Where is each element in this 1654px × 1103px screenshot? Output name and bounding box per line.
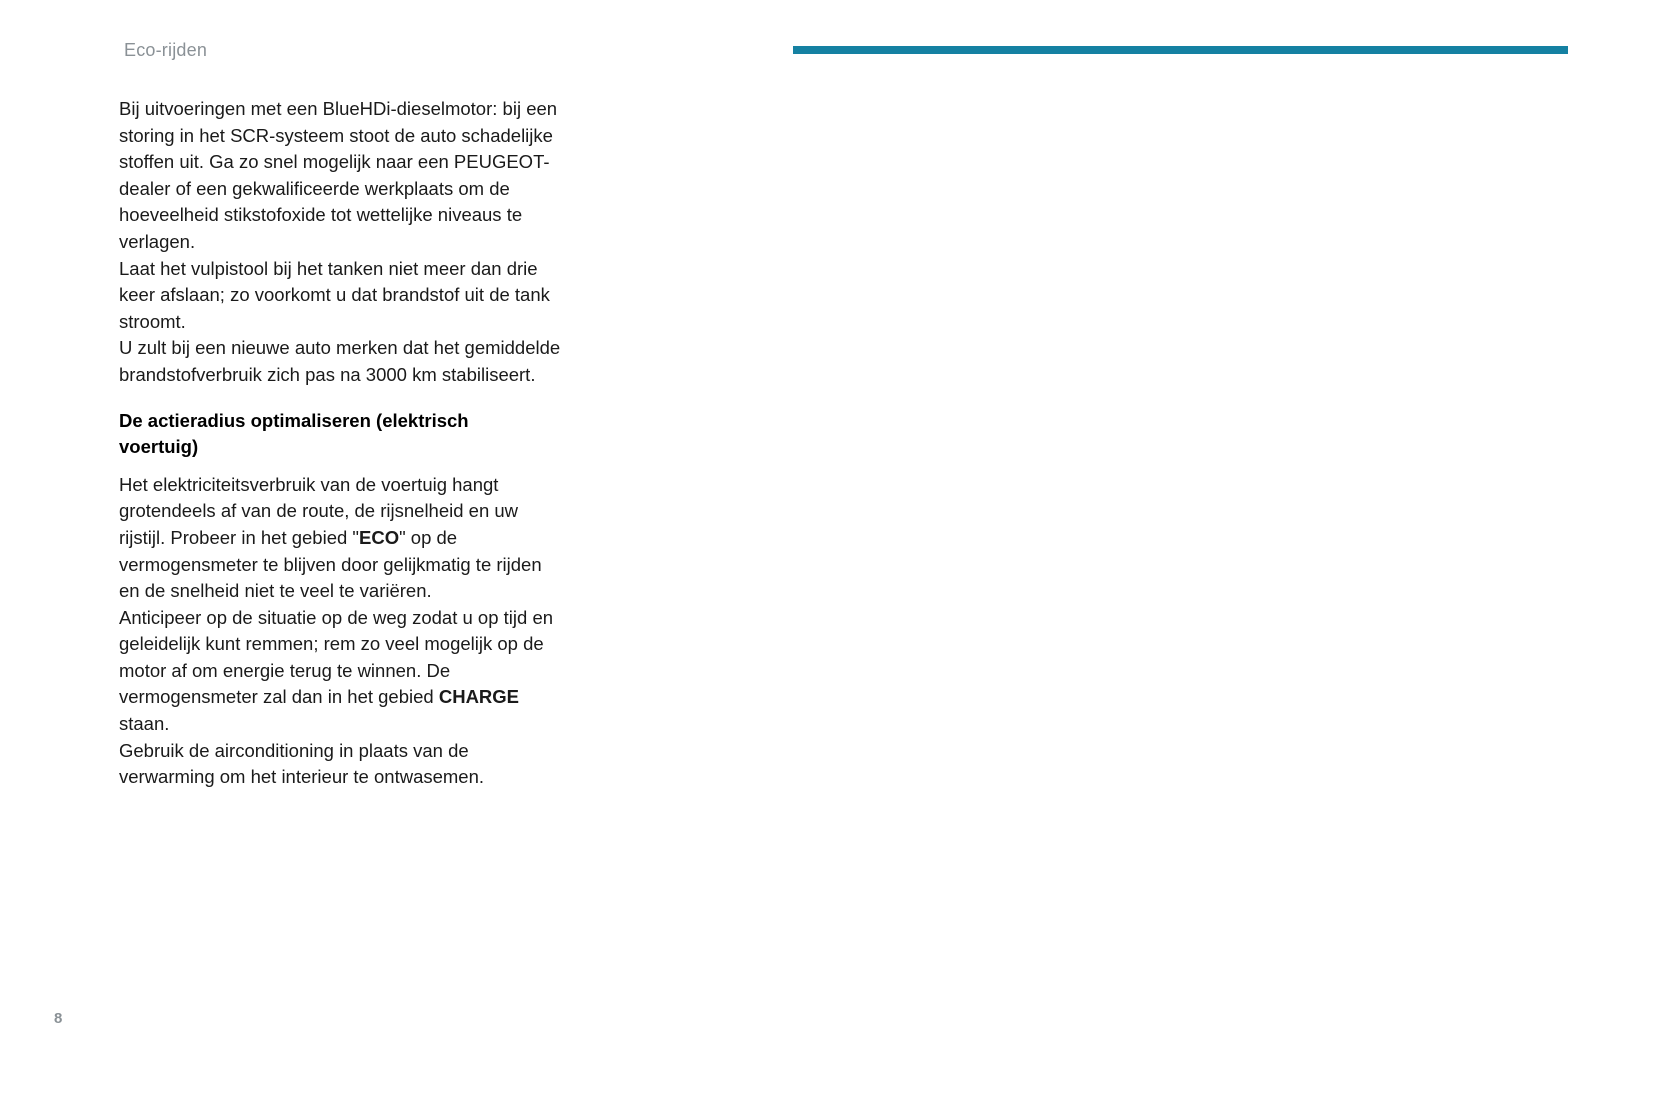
text-column bbox=[119, 96, 563, 791]
paragraph-charge-part2: staan. bbox=[119, 713, 170, 735]
header-rule bbox=[793, 46, 1568, 54]
paragraph-eco bbox=[119, 472, 563, 605]
paragraph-eco-part2: " op de vermogensmeter te blijven door gelijkmatig te rijden en de snelheid niet te veel te variëren. bbox=[119, 526, 542, 602]
paragraph-vulpistool: Laat het vulpistool bij het tanken niet meer dan drie keer afslaan; zo voorkomt u dat brandstof uit de tank stroomt. bbox=[119, 257, 550, 332]
section-header-title: Eco-rijden bbox=[124, 40, 208, 60]
paragraph-bluehdi: Bij uitvoeringen met een BlueHDi-dieselmotor: bij een storing in het SCR-systeem stoot de auto schadelijke stoffen uit. Ga zo snel mogelijk naar een PEUGEOT-dealer of een gekwalificeerde werkplaats om de hoeveelheid stikstofoxide tot wettelijke niveaus te verlagen. bbox=[119, 98, 558, 252]
subheading-actieradius: De actieradius optimaliseren (elektrisch voertuig) bbox=[119, 409, 469, 458]
eco-label: ECO bbox=[359, 526, 400, 548]
page-number: 8 bbox=[54, 1010, 63, 1027]
paragraph-eco-part1: Het elektriciteitsverbruik van de voertuig hangt grotendeels af van de route, de rijsnelheid en uw rijstijl. Probeer in het gebied " bbox=[119, 473, 519, 548]
charge-label: CHARGE bbox=[438, 686, 520, 708]
paragraph-charge bbox=[119, 605, 563, 738]
paragraph-airconditioning: Gebruik de airconditioning in plaats van de verwarming om het interieur te ontwasemen. bbox=[119, 739, 485, 788]
paragraph-brandstofverbruik: U zult bij een nieuwe auto merken dat het gemiddelde brandstofverbruik zich pas na 3000 km stabiliseert. bbox=[119, 337, 561, 385]
paragraph-charge-part1: Anticipeer op de situatie op de weg zodat u op tijd en geleidelijk kunt remmen; rem zo veel mogelijk op de motor af om energie terug te winnen. De vermogensmeter zal dan in het gebied bbox=[119, 606, 554, 708]
